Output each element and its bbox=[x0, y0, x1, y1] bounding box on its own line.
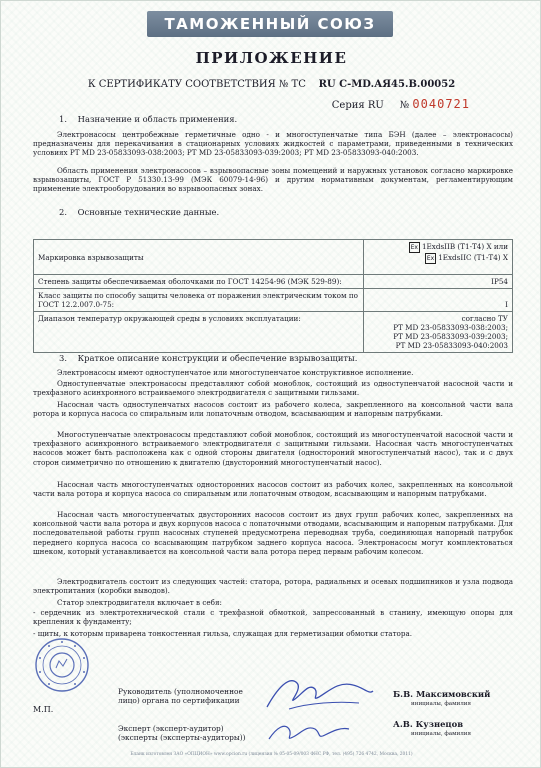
section-title: Краткое описание конструкции и обеспечение взрывозащиты. bbox=[77, 353, 358, 363]
cert-label: К СЕРТИФИКАТУ СООТВЕТСТВИЯ № ТС bbox=[87, 79, 306, 90]
series-number: 0040721 bbox=[412, 97, 470, 111]
expert-name: А.В. Кузнецов bbox=[393, 719, 464, 729]
series-label: Серия RU bbox=[331, 100, 384, 111]
expert-role bbox=[118, 724, 246, 742]
table-cell-value bbox=[364, 240, 513, 275]
section-3-paragraph: Насосная часть многоступенчатых односторонних насосов состоит из рабочих колес, закрепленных на консольной части вала ротора и корпуса насоса со спиральным или лопаточным отводом, всасывающим и напорным патрубками. bbox=[33, 480, 513, 499]
role-line: лицо) органа по сертификации bbox=[118, 696, 240, 705]
page-title: ПРИЛОЖЕНИЕ bbox=[195, 49, 348, 67]
role-line: Эксперт (эксперт-аудитор) bbox=[118, 724, 224, 733]
certification-seal-icon bbox=[34, 637, 90, 693]
table-cell-label: Маркировка взрывозащиты bbox=[34, 240, 364, 275]
stamp-place-label: М.П. bbox=[33, 705, 54, 714]
value-line: 1ExdsIIС (Т1-Т4) Х bbox=[438, 253, 508, 262]
table-row bbox=[34, 240, 513, 275]
table-cell-value bbox=[364, 312, 513, 353]
cert-number: RU С-MD.АЯ45.В.00052 bbox=[318, 79, 456, 90]
section-3-paragraph: Многоступенчатые электронасосы представляют собой моноблок, состоящий из многоступенчатой насосной части и трехфазного асинхронного встраиваемого электродвигателя с защитными гильзами. Насосная часть многоступенчатых насосов может быть расположена как с одной стороны двигателя (одностороний многоступенчатый насос), так и с двух сторон симметрично по отношению к двигателю (двусторонний многоступенчатый насос). bbox=[33, 430, 513, 467]
table-row bbox=[34, 312, 513, 353]
expert-signature-icon bbox=[263, 717, 353, 747]
section-3-paragraph: Насосная часть многоступенчатых двусторонних насосов состоит из двух групп рабочих колес, закрепленных на консольной части вала ротора и двух корпусов насоса с лопаточными отводами, всасывающим и напорным патрубками. Для последовательной работы групп насосных ступеней предусмотрена переводная труба, соединяющая напорный патрубок переднего корпуса насоса со всасывающим патрубком заднего корпуса насоса. Электронасосы могут комплектоваться шнеком, который устанавливается на консольной части вала ротора перед первым рабочим колесом. bbox=[33, 510, 513, 556]
form-footer: Бланк изготовлен ЗАО «ОПЦИОН» www.opcion.ru (лицензия № 05-05-09/003 ФНС РФ, тел. (495) 726 4742, Москва, 2011) bbox=[130, 752, 413, 757]
section-3-paragraph: Электродвигатель состоит из следующих частей: статора, ротора, радиальных и осевых подшипников и узла подвода электропитания (коробки выводов). bbox=[33, 577, 513, 596]
table-cell-label: Диапазон температур окружающей среды в условиях эксплуатации: bbox=[34, 312, 364, 353]
value-line: РТ MD 23-05833093-038:2003; bbox=[393, 323, 508, 332]
ex-mark-icon: Ex bbox=[410, 244, 418, 251]
section-1-paragraph: Электронасосы центробежные герметичные одно - и многоступенчатые типа БЭН (далее – электронасосы) предназначены для перекачивания в стационарных условиях жидкостей с параметрами, приведенными в технических условиях РТ MD 23-05833093-038:2003; РТ MD 23-05833093-039:2003; РТ MD 23-05833093-040:2003. bbox=[33, 130, 513, 158]
head-role bbox=[118, 687, 243, 705]
section-1-paragraph: Область применения электронасосов – взрывоопасные зоны помещений и наружных установок согласно маркировке взрывозащиты, ГОСТ Р 51330.13-99 (МЭК 60079-14-96) и другим нормативным документам, регламентирующим применение электрооборудования во взрывоопасных зонах. bbox=[33, 166, 513, 194]
section-3-heading bbox=[59, 353, 357, 363]
series-reference bbox=[332, 97, 470, 111]
section-title: Основные технические данные. bbox=[77, 207, 220, 217]
table-cell-label: Класс защиты по способу защиты человека от поражения электрическим током по ГОСТ 12.2.007.0-75: bbox=[34, 289, 364, 312]
section-3-paragraph: Электронасосы имеют одноступенчатое или многоступенчатое конструктивное исполнение. bbox=[57, 368, 414, 377]
table-cell-value: IP54 bbox=[364, 275, 513, 289]
section-number: 1. bbox=[59, 114, 67, 124]
section-3-paragraph: Статор электродвигателя включает в себя: bbox=[57, 598, 222, 607]
head-name-caption: инициалы, фамилия bbox=[411, 701, 472, 707]
value-line: 1ExdsIIВ (Т1-Т4) Х или bbox=[421, 242, 508, 251]
role-line: Руководитель (уполномоченное bbox=[118, 687, 243, 696]
head-name: Б.В. Максимовский bbox=[393, 689, 491, 699]
section-number: 3. bbox=[59, 353, 67, 363]
section-3-paragraph: - щиты, к которым приварена тонкостенная гильза, служащая для герметизации обмотки статора. bbox=[33, 629, 413, 638]
table-row bbox=[34, 275, 513, 289]
section-3-paragraph: Одноступенчатые электронасосы представляют собой моноблок, состоящий из одноступенчатой насосной части и трехфазного асинхронного встраиваемого электродвигателя с защитными гильзами. bbox=[33, 379, 513, 398]
value-line: РТ MD 23-05833093-039:2003; bbox=[393, 332, 508, 341]
role-line: (эксперты (эксперты-аудиторы)) bbox=[118, 733, 246, 742]
section-1-heading bbox=[59, 114, 237, 124]
ex-mark-icon: Ex bbox=[426, 255, 435, 262]
technical-data-table bbox=[33, 239, 513, 353]
value-line: РТ MD 23-05833093-040:2003 bbox=[395, 341, 508, 350]
customs-union-banner: ТАМОЖЕННЫЙ СОЮЗ bbox=[147, 11, 393, 37]
value-line: согласно ТУ bbox=[461, 314, 508, 323]
certificate-reference bbox=[1, 79, 541, 90]
table-row bbox=[34, 289, 513, 312]
section-number: 2. bbox=[59, 207, 67, 217]
section-2-heading bbox=[59, 207, 219, 217]
section-3-paragraph: - сердечник из электротехнической стали с трехфазной обмоткой, запрессованный в станину, имеющую опоры для крепления к фундаменту; bbox=[33, 608, 513, 627]
number-sign: № bbox=[399, 100, 410, 111]
table-cell-label: Степень защиты обеспечиваемая оболочками по ГОСТ 14254-96 (МЭК 529-89): bbox=[34, 275, 364, 289]
head-signature-icon bbox=[259, 669, 379, 717]
section-title: Назначение и область применения. bbox=[77, 114, 238, 124]
expert-name-caption: инициалы, фамилия bbox=[411, 731, 472, 737]
table-cell-value: I bbox=[364, 289, 513, 312]
section-3-paragraph: Насосная часть одноступенчатых насосов состоит из рабочего колеса, закрепленного на консольной части вала ротора и корпуса насоса со спиральным или лопаточным отводом, всасывающим и напорным патрубками. bbox=[33, 400, 513, 419]
